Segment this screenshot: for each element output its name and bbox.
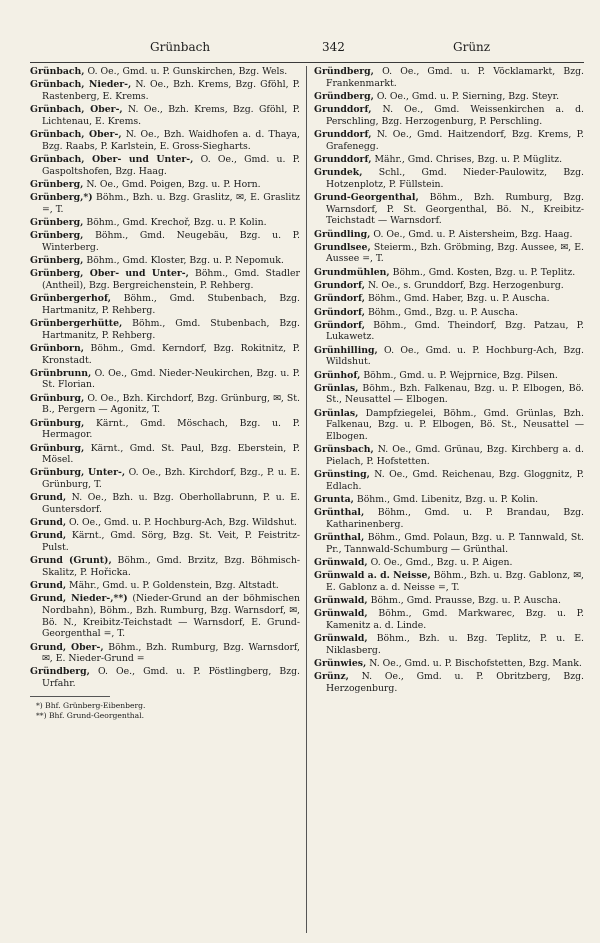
entry-details: Böhm., Gmd. u. P. Wejprnice, Bzg. Pilsen. (360, 369, 558, 381)
entry-details: N. Oe., Gmd. u. P. Obritzberg, Bzg. Herzogenburg. (326, 671, 584, 695)
gazetteer-entry (314, 293, 584, 305)
entry-details: Böhm., Gmd. Markwarec, Bzg. u. P. Kamenitz a. d. Linde. (326, 608, 584, 631)
entry-place-name: Grünburg, Unter-, (30, 467, 126, 479)
entry-details: N. Oe., s. Grunddorf, Bzg. Herzogenburg. (365, 279, 564, 291)
gazetteer-entry (30, 66, 300, 78)
entry-place-name: Grünwald, (314, 556, 368, 568)
gazetteer-entry (314, 307, 584, 319)
two-column-body (30, 66, 584, 933)
entry-place-name: Grünbergerhütte, (30, 318, 123, 330)
entry-details: O. Oe., Gmd. u. P. Aistersheim, Bzg. Haag. (370, 228, 573, 240)
gazetteer-entry (30, 268, 300, 291)
entry-place-name: Gründberg, (314, 66, 374, 77)
header-left-keyword: Grünbach (150, 40, 211, 54)
gazetteer-entry (314, 229, 584, 241)
gazetteer-entry (30, 368, 300, 391)
footnote: **) Bhf. Grund-Georgenthal. (36, 710, 145, 720)
gazetteer-entry (30, 293, 300, 316)
entry-place-name: Grünz, (314, 671, 349, 683)
entry-details: Böhm., Gmd. Kosten, Bzg. u. P. Teplitz. (389, 266, 576, 278)
gazetteer-entry (314, 370, 584, 382)
gazetteer-entry (314, 469, 584, 492)
gazetteer-entry (30, 192, 300, 215)
entry-details: N. Oe., Bzh. Waidhofen a. d. Thaya, Bzg. Raabs, P. Karlstein, E. Gross-Siegharts. (42, 129, 300, 152)
gazetteer-entry (30, 104, 300, 127)
entry-details: Böhm., Bzh. u. Bzg. Teplitz, P. u. E. Niklasberg. (326, 633, 584, 656)
entry-details: O. Oe., Gmd. u. P. Vöcklamarkt, Bzg. Frankenmarkt. (326, 66, 584, 89)
entry-place-name: Grund (Grunt), (30, 555, 112, 567)
entry-details: Kärnt., Gmd. Sörg, Bzg. St. Veit, P. Feistritz-Pulst. (42, 530, 300, 553)
entry-place-name: Grünwald a. d. Neisse, (314, 570, 431, 582)
entry-details: Böhm., Gmd. Brzitz, Bzg. Böhmisch-Skalitz, P. Hořicka. (42, 555, 300, 578)
entry-place-name: Grünberg, (30, 255, 84, 267)
entry-place-name: Grundlsee, (314, 241, 371, 253)
gazetteer-entry (314, 66, 584, 89)
entry-place-name: Grünbach, Ober-, (30, 129, 122, 141)
gazetteer-entry (30, 79, 300, 102)
entry-details: N. Oe., Bzh. Krems, Bzg. Gföhl, P. Rastenberg, E. Krems. (42, 79, 300, 102)
entry-details: Böhm., Gmd. Krechoř, Bzg. u. P. Kolin. (83, 216, 267, 228)
entry-place-name: Grunta, (314, 493, 354, 505)
gazetteer-entry (30, 530, 300, 553)
entry-place-name: Gründorf, (314, 319, 365, 331)
gazetteer-entry (30, 555, 300, 578)
entry-details: Kärnt., Gmd. St. Paul, Bzg. Eberstein, P. Mösel. (42, 442, 300, 466)
entry-place-name: Grünbach, Ober- und Unter-, (30, 153, 194, 165)
entry-place-name: Grund, (30, 580, 67, 592)
entry-place-name: Grünhilling, (314, 344, 378, 356)
gazetteer-entry (30, 666, 300, 689)
entry-place-name: Grünbergerhof, (30, 293, 111, 305)
entry-details: Böhm., Gmd., Bzg. u. P. Auscha. (365, 306, 519, 318)
gazetteer-entry (314, 557, 584, 569)
entry-details: Böhm., Gmd. u. P. Brandau, Bzg. Katharinenberg. (326, 507, 584, 530)
entry-details: O. Oe., Gmd. Nieder-Neukirchen, Bzg. u. P. St. Florian. (42, 367, 300, 391)
page-number: 342 (322, 40, 345, 54)
entry-place-name: Grünberg, Ober- und Unter-, (30, 268, 189, 280)
entry-details: Mähr., Gmd. Chrises, Bzg. u. P. Müglitz. (371, 153, 563, 165)
entry-details: N. Oe., Gmd. Grünau, Bzg. Kirchberg a. d. Pielach, P. Hofstetten. (326, 444, 584, 467)
header-rule (30, 62, 584, 63)
gazetteer-entry (314, 267, 584, 279)
gazetteer-entry (314, 104, 584, 127)
gazetteer-entry (314, 280, 584, 292)
gazetteer-entry (314, 154, 584, 166)
gazetteer-entry (314, 408, 584, 443)
gazetteer-entry (314, 383, 584, 406)
gazetteer-entry (30, 255, 300, 267)
gazetteer-entry (30, 318, 300, 341)
gazetteer-entry (314, 129, 584, 152)
entry-details: O. Oe., Gmd. u. P. Hochburg-Ach, Bzg. Wildshut. (326, 344, 584, 368)
gazetteer-entry (30, 129, 300, 152)
entry-details: N. Oe., Gmd. Reichenau, Bzg. Gloggnitz, P. Edlach. (326, 469, 584, 492)
entry-details: Böhm., Bzh. u. Bzg. Gablonz, ✉, E. Gablonz a. d. Neisse =, T. (326, 570, 584, 593)
entry-place-name: Grünburg, (30, 417, 85, 429)
gazetteer-entry (314, 658, 584, 670)
gazetteer-entry (30, 467, 300, 490)
gazetteer-entry (30, 179, 300, 191)
entry-place-name: Gründberg, (30, 666, 90, 678)
gazetteer-entry (30, 230, 300, 253)
entry-place-name: Gründling, (314, 228, 371, 240)
gazetteer-entry (30, 343, 300, 366)
entry-place-name: Grünbach, (30, 66, 85, 77)
footnote-rule (30, 696, 110, 697)
entry-place-name: Gründberg, (314, 90, 374, 102)
right-column (307, 66, 584, 933)
entry-details: O. Oe., Gmd. u. P. Gaspoltshofen, Bzg. Haag. (42, 153, 300, 177)
entry-place-name: Grünsting, (314, 469, 370, 481)
entry-details: Böhm., Gmd. Stubenbach, Bzg. Hartmanitz, P. Rehberg. (42, 293, 300, 316)
left-column (30, 66, 307, 933)
entry-details: Böhm., Gmd. Stadler (Antheil), Bzg. Bergreichenstein, P. Rehberg. (42, 268, 300, 291)
entry-place-name: Grund, Ober-, (30, 641, 104, 653)
entry-place-name: Grund, (30, 517, 67, 529)
entry-place-name: Gründorf, (314, 306, 365, 318)
entry-place-name: Grunddorf, (314, 104, 372, 116)
entry-details: Böhm., Gmd. Polaun, Bzg. u. P. Tannwald, St. Pr., Tannwald-Schumburg — Grünthal. (326, 532, 584, 555)
entry-details: O. Oe., Gmd. u. P. Gunskirchen, Bzg. Wels. (84, 66, 288, 77)
entry-place-name: Grünthal, (314, 532, 365, 544)
gazetteer-entry (30, 217, 300, 229)
entry-details: Böhm., Gmd. Kloster, Bzg. u. P. Nepomuk. (83, 255, 284, 267)
entry-place-name: Grünberg, (30, 216, 84, 228)
entry-details: (Nieder-Grund an der böhmischen Nordbahn), Böhm., Bzh. Rumburg, Bzg. Warnsdorf, ✉, Bö. N., Kreibitz-Teichstadt — Warnsdorf, E. Grund-Georgenthal =, T. (42, 593, 300, 640)
entry-details: O. Oe., Gmd., Bzg. u. P. Aigen. (367, 556, 513, 568)
entry-details: Dampfziegelei, Böhm., Gmd. Grünlas, Bzh. Falkenau, Bzg. u. P. Elbogen, Bö. St., Neusattel — Elbogen. (326, 407, 584, 442)
entry-details: Schl., Gmd. Nieder-Paulowitz, Bzg. Hotzenplotz, P. Füllstein. (326, 167, 584, 190)
entry-details: Kärnt., Gmd. Möschach, Bzg. u. P. Hermagor. (42, 417, 300, 441)
gazetteer-entry (314, 507, 584, 530)
entry-details: Mähr., Gmd. u. P. Goldenstein, Bzg. Altstadt. (66, 580, 279, 592)
entry-details: N. Oe., Bzh. u. Bzg. Oberhollabrunn, P. u. E. Guntersdorf. (42, 492, 300, 515)
entry-place-name: Grünberg,*) (30, 192, 93, 204)
entry-place-name: Grundorf, (314, 279, 365, 291)
gazetteer-entry (314, 570, 584, 593)
gazetteer-entry (30, 154, 300, 177)
footnote: *) Bhf. Grünberg-Eibenberg. (36, 700, 146, 710)
entry-place-name: Grünbrunn, (30, 367, 92, 379)
entry-details: N. Oe., Gmd. Weissenkirchen a. d. Perschling, Bzg. Herzogenburg, P. Perschling. (326, 104, 584, 127)
gazetteer-entry (314, 167, 584, 190)
entry-details: Böhm., Gmd. Theindorf, Bzg. Patzau, P. Lukawetz. (326, 319, 584, 343)
entry-details: N. Oe., Gmd. Poigen, Bzg. u. P. Horn. (83, 178, 261, 190)
gazetteer-entry (314, 320, 584, 343)
entry-details: N. Oe., Gmd. u. P. Bischofstetten, Bzg. Mank. (366, 658, 582, 670)
gazetteer-entry (314, 242, 584, 265)
gazetteer-entry (30, 492, 300, 515)
entry-details: Böhm., Bzh. u. Bzg. Graslitz, ✉, E. Graslitz =, T. (42, 192, 300, 215)
gazetteer-entry (30, 593, 300, 639)
gazetteer-entry (314, 671, 584, 694)
entry-place-name: Grünberg, (30, 230, 84, 242)
entry-details: Böhm., Gmd. Haber, Bzg. u. P. Auscha. (365, 293, 550, 305)
entry-place-name: Gründorf, (314, 293, 365, 305)
entry-place-name: Grundmühlen, (314, 266, 390, 278)
entry-place-name: Grünwald, (314, 633, 368, 645)
gazetteer-entry (314, 345, 584, 368)
entry-place-name: Grünsbach, (314, 444, 374, 456)
entry-place-name: Grünborn, (30, 343, 84, 354)
entry-place-name: Grund, (30, 530, 67, 542)
gazetteer-entry (314, 532, 584, 555)
entry-details: Böhm., Gmd. Stubenbach, Bzg. Hartmanitz, P. Rehberg. (42, 318, 300, 341)
gazetteer-entry (314, 494, 584, 506)
entry-details: O. Oe., Gmd. u. P. Sierning, Bzg. Steyr. (373, 90, 560, 102)
entry-place-name: Grund, (30, 492, 67, 504)
gazetteer-entry (30, 418, 300, 441)
entry-details: O. Oe., Bzh. Kirchdorf, Bzg. Grünburg, ✉, St. B., Pergern — Agonitz, T. (42, 392, 300, 416)
entry-place-name: Grundek, (314, 167, 363, 179)
entry-place-name: Grünwald, (314, 595, 368, 607)
entry-details: Böhm., Gmd. Prausse, Bzg. u. P. Auscha. (367, 595, 561, 607)
entry-place-name: Grunddorf, (314, 153, 372, 165)
gazetteer-entry (30, 580, 300, 592)
entry-details: Böhm., Gmd. Neugebäu, Bzg. u. P. Winterberg. (42, 230, 300, 253)
entry-place-name: Grünlas, (314, 382, 359, 394)
entry-place-name: Grünlas, (314, 407, 359, 419)
entry-details: Böhm., Bzh. Rumburg, Bzg. Warnsdorf, P. St. Georgenthal, Bö. N., Kreibitz-Teichstadt — Warnsdorf. (326, 192, 584, 227)
running-header (30, 40, 584, 58)
entry-details: N. Oe., Gmd. Haitzendorf, Bzg. Krems, P. Grafenegg. (326, 129, 584, 152)
header-right-keyword: Grünz (453, 40, 491, 54)
entry-place-name: Grünburg, (30, 442, 85, 454)
gazetteer-entry (30, 642, 300, 665)
gazetteer-entry (314, 608, 584, 631)
entry-details: Böhm., Bzh. Falkenau, Bzg. u. P. Elbogen, Bö. St., Neusattel — Elbogen. (326, 382, 584, 406)
entry-details: O. Oe., Gmd. u. P. Pöstlingberg, Bzg. Urfahr. (42, 666, 300, 689)
gazetteer-entry (314, 192, 584, 227)
gazetteer-entry (314, 633, 584, 656)
entry-details: Böhm., Gmd. Kerndorf, Bzg. Rokitnitz, P. Kronstadt. (42, 343, 300, 366)
gazetteer-entry (314, 595, 584, 607)
entry-place-name: Grund, Nieder-,**) (30, 593, 128, 605)
gazetteer-entry (30, 443, 300, 466)
entry-place-name: Grünwald, (314, 608, 368, 620)
gazetteer-entry (30, 517, 300, 529)
entry-place-name: Grünburg, (30, 392, 85, 404)
entry-place-name: Grünhof, (314, 369, 361, 381)
entry-place-name: Grund-Georgenthal, (314, 192, 419, 204)
gazetteer-entry (314, 444, 584, 467)
entry-details: O. Oe., Bzh. Kirchdorf, Bzg., P. u. E. Grünburg, T. (42, 467, 300, 490)
gazetteer-entry (30, 393, 300, 416)
entry-place-name: Grünberg, (30, 178, 84, 190)
entry-place-name: Grünwies, (314, 658, 367, 670)
entry-place-name: Grünbach, Nieder-, (30, 79, 132, 91)
entry-details: O. Oe., Gmd. u. P. Hochburg-Ach, Bzg. Wildshut. (66, 517, 297, 529)
entry-details: N. Oe., Bzh. Krems, Bzg. Gföhl, P. Lichtenau, E. Krems. (42, 104, 300, 127)
entry-details: Böhm., Gmd. Libenitz, Bzg. u. P. Kolin. (353, 493, 539, 505)
entry-place-name: Grunddorf, (314, 129, 372, 141)
entry-place-name: Grünthal, (314, 507, 365, 519)
entry-details: Böhm., Bzh. Rumburg, Bzg. Warnsdorf, ✉, E. Nieder-Grund = (42, 641, 301, 665)
entry-place-name: Grünbach, Ober-, (30, 104, 123, 116)
entry-details: Steierm., Bzh. Gröbming, Bzg. Aussee, ✉, E. Aussee =, T. (326, 241, 584, 265)
gazetteer-entry (314, 91, 584, 103)
